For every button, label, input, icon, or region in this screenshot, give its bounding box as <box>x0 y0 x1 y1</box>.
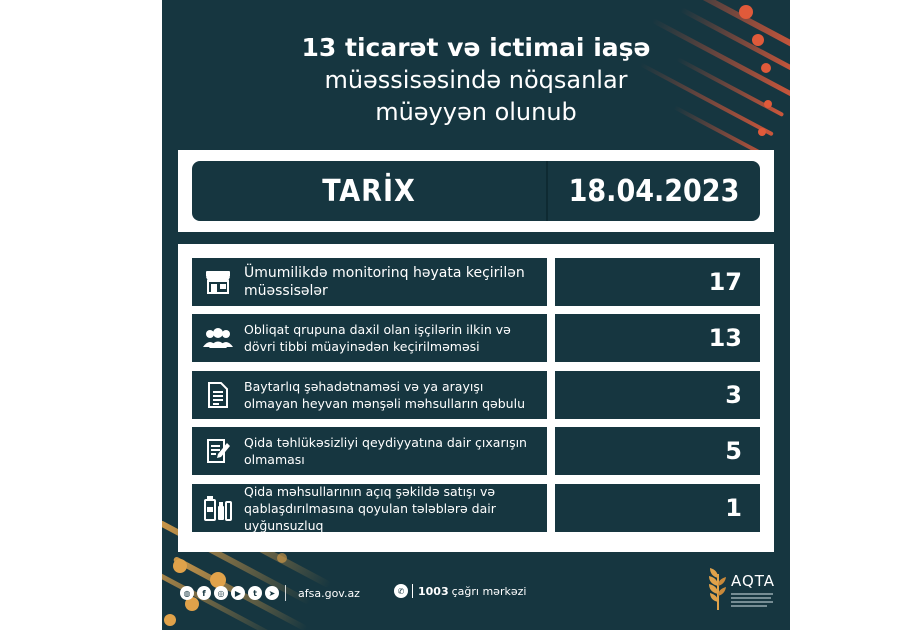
stat-text: Baytarlıq şəhadətnaməsi və ya arayışı olmayan heyvan mənşəli məhsulların qəbulu <box>244 379 525 411</box>
stat-text: Qida təhlükəsizliyi qeydiyyatına dair çıxarışın olmaması <box>244 435 527 467</box>
logo-subline <box>731 601 773 603</box>
stat-value: 17 <box>555 258 760 306</box>
stat-text: Ümumilikdə monitorinq həyata keçirilən müəssisələr <box>244 265 525 299</box>
telegram-icon[interactable]: ➤ <box>265 586 279 600</box>
logo-name: AQTA <box>731 572 776 590</box>
products-icon <box>192 484 244 532</box>
stat-text: Qida məhsullarının açıq şəkildə satışı və qablaşdırılmasına qoyulan tələblərə dair uyğunsuzluq <box>244 483 496 533</box>
youtube-icon[interactable]: ▶ <box>231 586 245 600</box>
phone-icon: ✆ <box>394 584 408 598</box>
footer-divider <box>285 585 286 601</box>
call-divider <box>412 584 413 598</box>
stat-value: 5 <box>555 427 760 475</box>
twitter-icon[interactable]: t <box>248 586 262 600</box>
stat-description <box>192 371 547 419</box>
date-label: TARİX <box>322 173 416 209</box>
social-icons <box>180 586 279 600</box>
stat-description <box>192 258 547 306</box>
stat-text: Obliqat qrupuna daxil olan işçilərin ilkin və dövri tibbi müayinədən keçirilməməsi <box>244 322 511 354</box>
logo-subline <box>731 593 773 595</box>
date-bar <box>192 161 760 221</box>
document-icon <box>192 371 244 419</box>
stat-value: 3 <box>555 371 760 419</box>
logo-subline <box>731 597 771 599</box>
checklist-icon <box>192 427 244 475</box>
infographic-poster <box>162 0 790 630</box>
globe-icon[interactable]: ◍ <box>180 586 194 600</box>
stat-value: 1 <box>555 484 760 532</box>
stat-row <box>192 258 760 306</box>
stat-row <box>192 484 760 532</box>
statistics-panel <box>178 244 774 552</box>
call-text: çağrı mərkəzi <box>451 584 527 598</box>
stat-row <box>192 427 760 475</box>
date-value: 18.04.2023 <box>568 173 740 209</box>
logo-subline <box>731 605 767 607</box>
stat-description <box>192 484 547 532</box>
website-link[interactable]: afsa.gov.az <box>298 586 360 600</box>
aqta-logo <box>707 566 777 612</box>
title-line-1: 13 ticarət və ictimai iaşə <box>301 33 651 62</box>
store-icon <box>192 258 244 306</box>
instagram-icon[interactable]: ◎ <box>214 586 228 600</box>
title-line-3: müəyyən olunub <box>375 98 577 126</box>
stat-description <box>192 314 547 362</box>
stat-value: 13 <box>555 314 760 362</box>
call-number[interactable]: 1003 <box>418 584 449 598</box>
stat-row <box>192 314 760 362</box>
title-line-2: müəssisəsində nöqsanlar <box>324 66 628 94</box>
call-center <box>394 584 526 598</box>
stat-row <box>192 371 760 419</box>
facebook-icon[interactable]: f <box>197 586 211 600</box>
wheat-icon <box>707 566 729 612</box>
people-icon <box>192 314 244 362</box>
date-panel <box>178 150 774 232</box>
stat-description <box>192 427 547 475</box>
page-title <box>162 32 790 128</box>
footer-links <box>180 582 360 604</box>
